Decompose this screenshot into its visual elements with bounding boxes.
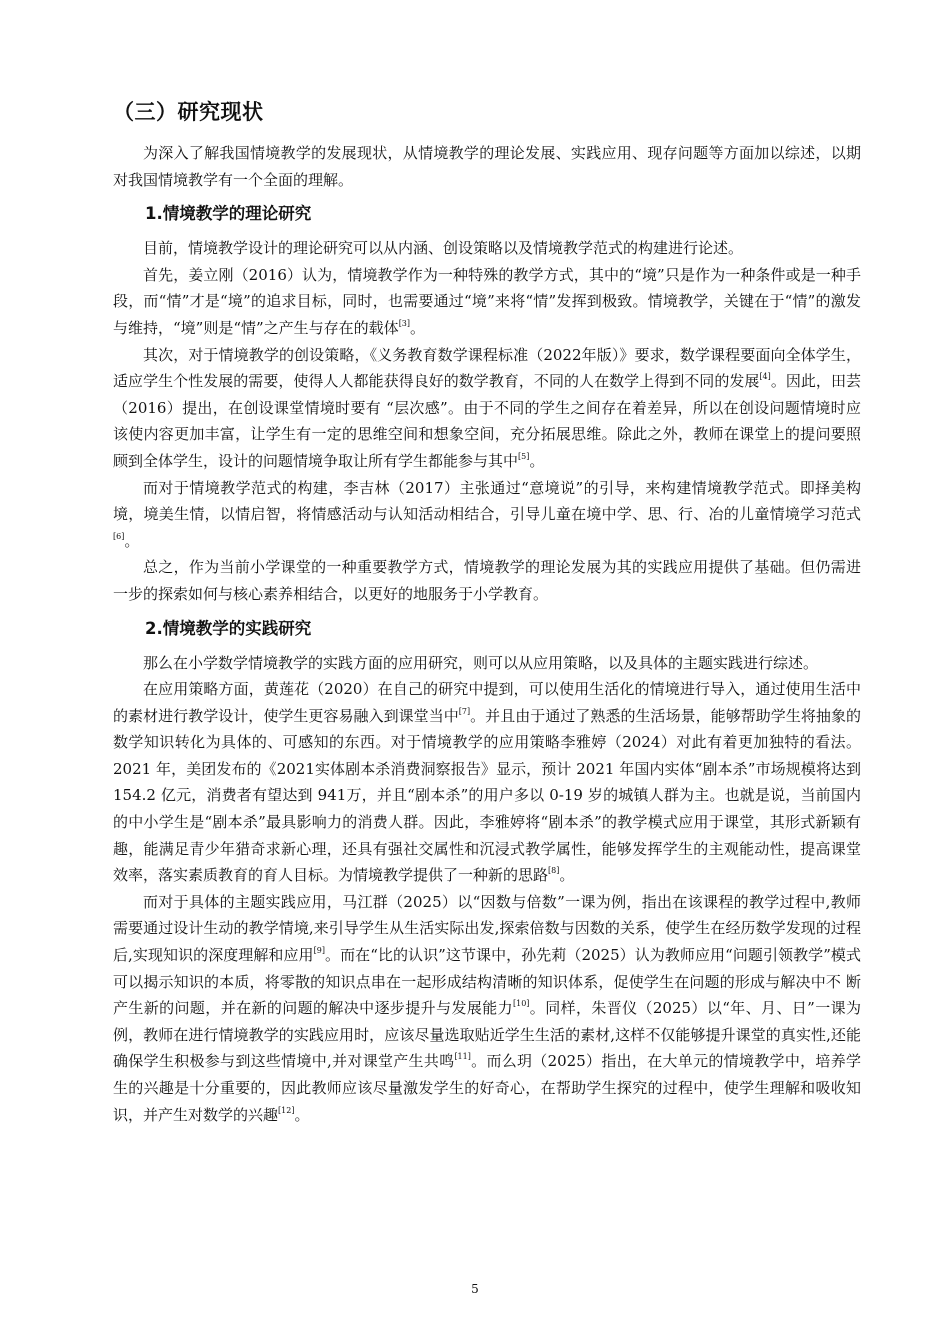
paragraph-text: 在应用策略方面，黄莲花（2020）在自己的研究中提到，可以使用生活化的情境进行导入，通过使用生活中的素材进行教学设计，使学生更容易融入到课堂当中: [113, 680, 861, 725]
paragraph-text: 。并且由于通过了熟悉的生活场景，能够帮助学生将抽象的数学知识转化为具体的、可感知的东西。对于情境教学的应用策略李雅婷（2024）对此有着更加独特的看法。2021 年，美团发布的《2021实体剧本杀消费洞察报告》显示，预计 2021 年国内实体“剧本杀”市场规模将达到 154.2 亿元，消费者有望达到 941万，并且“剧本杀”的用户多以 0-19 岁的城镇人群为主。也就是说，当前国内的中小学生是“剧本杀”最具影响力的消费人群。因此，李雅婷将“剧本杀”的教学模式应用于课堂，其形式新颖有趣，能满足青少年猎奇求新心理，还具有强社交属性和沉浸式教学属性，能够发挥学生的主观能动性，提高课堂效率，落实素质教育的育人目标。为情境教学提供了一种新的思路: [113, 706, 861, 885]
paragraph-text: 。同样，朱晋仪（2025）以“年、月、日”一课为例，教师在进行情境教学的实践应用时，应该尽量选取贴近学生生活的素材,这样不仅能够提升课堂的真实性,还能确保学生积极参与到这些情境中,并对课堂产生共鸣: [113, 999, 861, 1071]
page-number: 5: [471, 1282, 479, 1296]
citation-10[interactable]: [10]: [513, 999, 530, 1009]
citation-12[interactable]: [12]: [278, 1105, 295, 1115]
citation-5[interactable]: [5]: [518, 451, 530, 461]
paragraph-end: 。: [294, 1105, 310, 1124]
citation-6[interactable]: [6]: [113, 531, 125, 541]
paragraph-end: 。: [559, 866, 575, 885]
paragraph-text: 其次，对于情境教学的创设策略，《义务教育数学课程标准（2022年版）》要求，数学课程要面向全体学生，适应学生个性发展的需要，使得人人都能获得良好的数学教育，不同的人在数学上得到不同的发展: [113, 345, 861, 391]
paragraph-end: 。: [124, 531, 140, 550]
practice-paragraph-1: 那么在小学数学情境教学的实践方面的应用研究，则可以从应用策略，以及具体的主题实践进行综述。: [143, 653, 819, 672]
citation-8[interactable]: [8]: [548, 866, 560, 876]
practice-paragraph-3: [113, 889, 861, 1128]
paragraph-text: 首先，姜立刚（2016）认为，情境教学作为一种特殊的教学方式，其中的“境”只是作为一种条件或是一种手段，而“情”才是“境”的追求目标，同时，也需要通过“境”来将“情”发挥到极致。情境教学，关键在于“情”的激发与维持，“境”则是“情”之产生与存在的载体: [113, 265, 861, 337]
paragraph-text: 。而在“比的认识”这节课中，孙先莉（2025）认为教师应用“问题引领教学”模式可以揭示知识的本质，将零散的知识点串在一起形成结构清晰的知识体系，促使学生在问题的形成与解决中不 断产生新的问题，并在新的问题的解决中逐步提升与发展能力: [113, 946, 861, 1018]
intro-paragraph: 为深入了解我国情境教学的发展现状，从情境教学的理论发展、实践应用、现存问题等方面加以综述，以期对我国情境教学有一个全面的理解。: [113, 144, 861, 189]
practice-paragraph-2: [113, 676, 861, 889]
theory-paragraph-1: 目前，情境教学设计的理论研究可以从内涵、创设策略以及情境教学范式的构建进行论述。: [143, 239, 744, 258]
citation-3[interactable]: [3]: [398, 318, 411, 328]
theory-paragraph-3: [113, 342, 861, 475]
theory-paragraph-5: 总之，作为当前小学课堂的一种重要教学方式，情境教学的理论发展为其的实践应用提供了基础。但仍需进一步的探索如何与核心素养相结合，以更好的地服务于小学教育。: [113, 558, 861, 603]
subsection-heading-practice: 2.情境教学的实践研究: [145, 618, 312, 638]
page-content: [113, 96, 861, 1128]
theory-paragraph-2: [113, 262, 861, 342]
citation-4[interactable]: [4]: [759, 372, 771, 382]
subsection-heading-theory: 1.情境教学的理论研究: [145, 204, 312, 224]
citation-11[interactable]: [11]: [454, 1052, 471, 1062]
citation-9[interactable]: [9]: [313, 946, 325, 956]
theory-paragraph-4: [113, 475, 861, 555]
paragraph-end: 。: [410, 318, 426, 337]
paragraph-text: 而对于情境教学范式的构建，李吉林（2017）主张通过“意境说”的引导，来构建情境教学范式。即择美构境，境美生情，以情启智，将情感活动与认知活动相结合，引导儿童在境中学、思、行、冶的儿童情境学习范式: [113, 478, 861, 524]
paragraph-end: 。: [529, 451, 545, 470]
paragraph-text: 。因此，田芸（2016）提出，在创设课堂情境时要有 “层次感”。由于不同的学生之间存在着差异，所以在创设问题情境时应该使内容更加丰富，让学生有一定的思维空间和想象空间，充分拓展思维。除此之外，教师在课堂上的提问要照顾到全体学生，设计的问题情境争取让所有学生都能参与其中: [113, 372, 861, 470]
paragraph-text: 而对于具体的主题实践应用，马江群（2025）以“因数与倍数”一课为例，指出在该课程的教学过程中,教师需要通过设计生动的教学情境,来引导学生从生活实际出发,探索倍数与因数的关系，使学生在经历数学发现的过程后,实现知识的深度理解和应用: [113, 892, 861, 965]
section-heading: （三）研究现状: [113, 100, 264, 124]
citation-7[interactable]: [7]: [458, 706, 471, 716]
paragraph-text: 。而么玥（2025）指出，在大单元的情境教学中，培养学生的兴趣是十分重要的，因此教师应该尽量激发学生的好奇心，在帮助学生探究的过程中，使学生理解和吸收知识，并产生对数学的兴趣: [113, 1052, 861, 1124]
